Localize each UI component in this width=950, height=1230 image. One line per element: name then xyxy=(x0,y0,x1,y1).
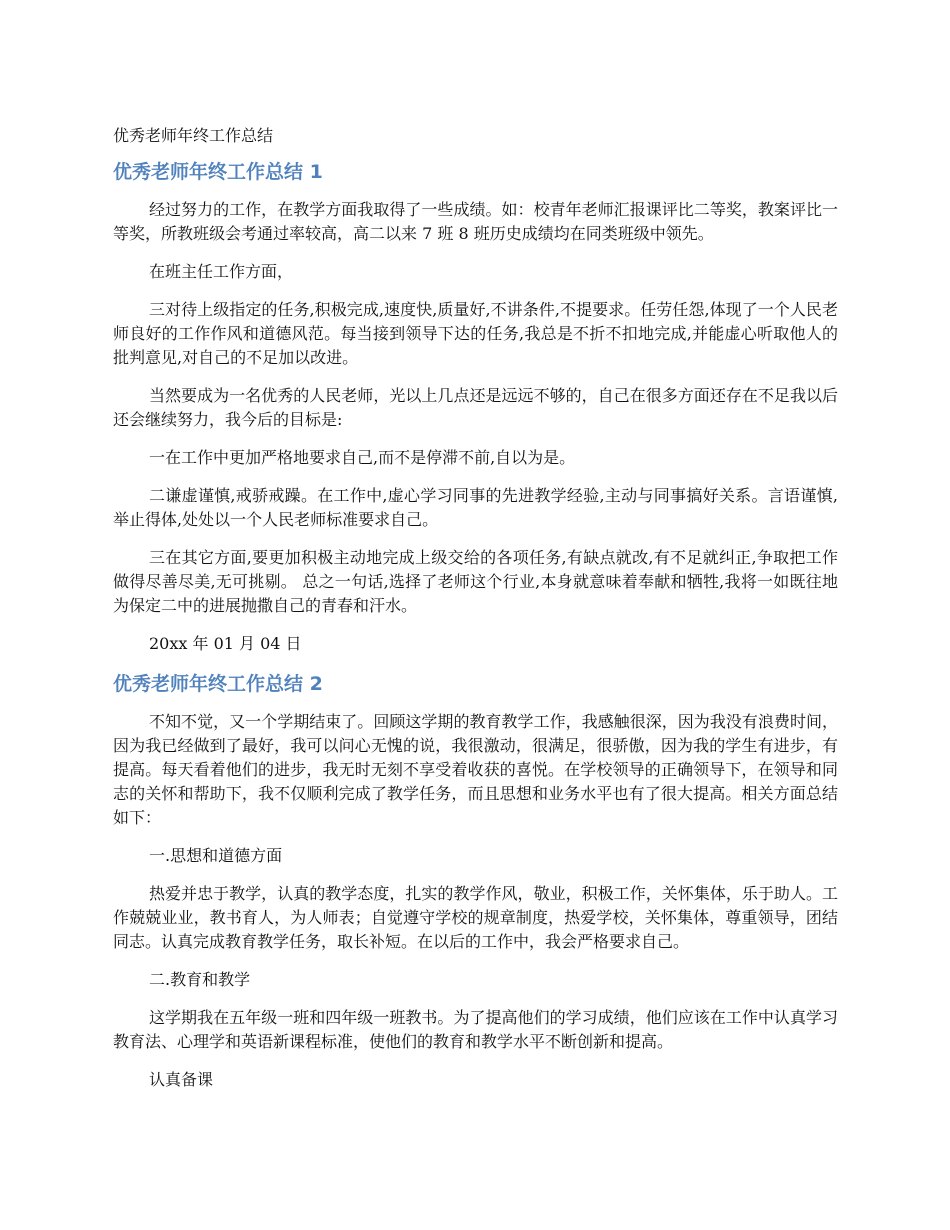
section-2-paragraph-3: 这学期我在五年级一班和四年级一班教书。为了提高他们的学习成绩，他们应该在工作中认真学习教育法、心理学和英语新课程标准，使他们的教育和教学水平不断创新和提高。 xyxy=(113,1008,838,1051)
section-1-paragraph-2: 在班主任工作方面， xyxy=(149,262,294,281)
section-1-paragraph-4: 当然要成为一名优秀的人民老师，光以上几点还是远远不够的，自己在很多方面还存在不足我以后还会继续努力，我今后的目标是: xyxy=(113,386,838,429)
document-page xyxy=(113,122,838,1106)
section-2 xyxy=(113,670,838,1092)
section-2-paragraph-1: 不知不觉，又一个学期结束了。回顾这学期的教育教学工作，我感触很深，因为我没有浪费时间，因为我已经做到了最好，我可以问心无愧的说，我很激动，很满足，很骄傲，因为我的学生有进步，有提高。每天看着他们的进步，我无时无刻不享受着收获的喜悦。在学校领导的正确领导下，在领导和同志的关怀和帮助下，我不仅顺利完成了教学任务，而且思想和业务水平也有了很大提高。相关方面总结如下： xyxy=(113,712,838,827)
section-2-subheading-2: 二.教育和教学 xyxy=(149,970,251,989)
section-1-paragraph-3: 三对待上级指定的任务,积极完成,速度快,质量好,不讲条件,不提要求。任劳任怨,体现了一个人民老师良好的工作作风和道德风范。每当接到领导下达的任务,我总是不折不扣地完成,并能虚心听取他人的批判意见,对自己的不足加以改进。 xyxy=(113,300,838,367)
document-title: 优秀老师年终工作总结 xyxy=(113,126,274,145)
section-1-heading: 优秀老师年终工作总结 1 xyxy=(113,161,323,183)
section-1 xyxy=(113,158,838,656)
section-1-paragraph-1: 经过努力的工作，在教学方面我取得了一些成绩。如：校青年老师汇报课评比二等奖，教案评比一等奖，所教班级会考通过率较高，高二以来 7 班 8 班历史成绩均在同类班级中领先。 xyxy=(113,200,838,243)
section-1-paragraph-7: 三在其它方面,要更加积极主动地完成上级交给的各项任务,有缺点就改,有不足就纠正,争取把工作做得尽善尽美,无可挑剔。 总之一句话,选择了老师这个行业,本身就意味着奉献和牺牲,我将一如既往地为保定二中的进展抛撒自己的青春和汗水。 xyxy=(113,548,838,615)
section-1-paragraph-6: 二谦虚谨慎,戒骄戒躁。在工作中,虚心学习同事的先进教学经验,主动与同事搞好关系。言语谨慎,举止得体,处处以一个人民老师标准要求自己。 xyxy=(113,486,838,529)
section-2-heading: 优秀老师年终工作总结 2 xyxy=(113,673,323,695)
section-1-date: 20xx 年 01 月 04 日 xyxy=(149,634,302,653)
section-2-subheading-1: 一.思想和道德方面 xyxy=(149,846,283,865)
section-2-paragraph-4: 认真备课 xyxy=(149,1070,214,1089)
section-1-paragraph-5: 一在工作中更加严格地要求自己,而不是停滞不前,自以为是。 xyxy=(149,448,576,467)
section-2-paragraph-2: 热爱并忠于教学，认真的教学态度，扎实的教学作风，敬业，积极工作，关怀集体，乐于助人。工作兢兢业业，教书育人，为人师表；自觉遵守学校的规章制度，热爱学校，关怀集体，尊重领导，团结同志。认真完成教育教学任务，取长补短。在以后的工作中，我会严格要求自己。 xyxy=(113,884,838,951)
